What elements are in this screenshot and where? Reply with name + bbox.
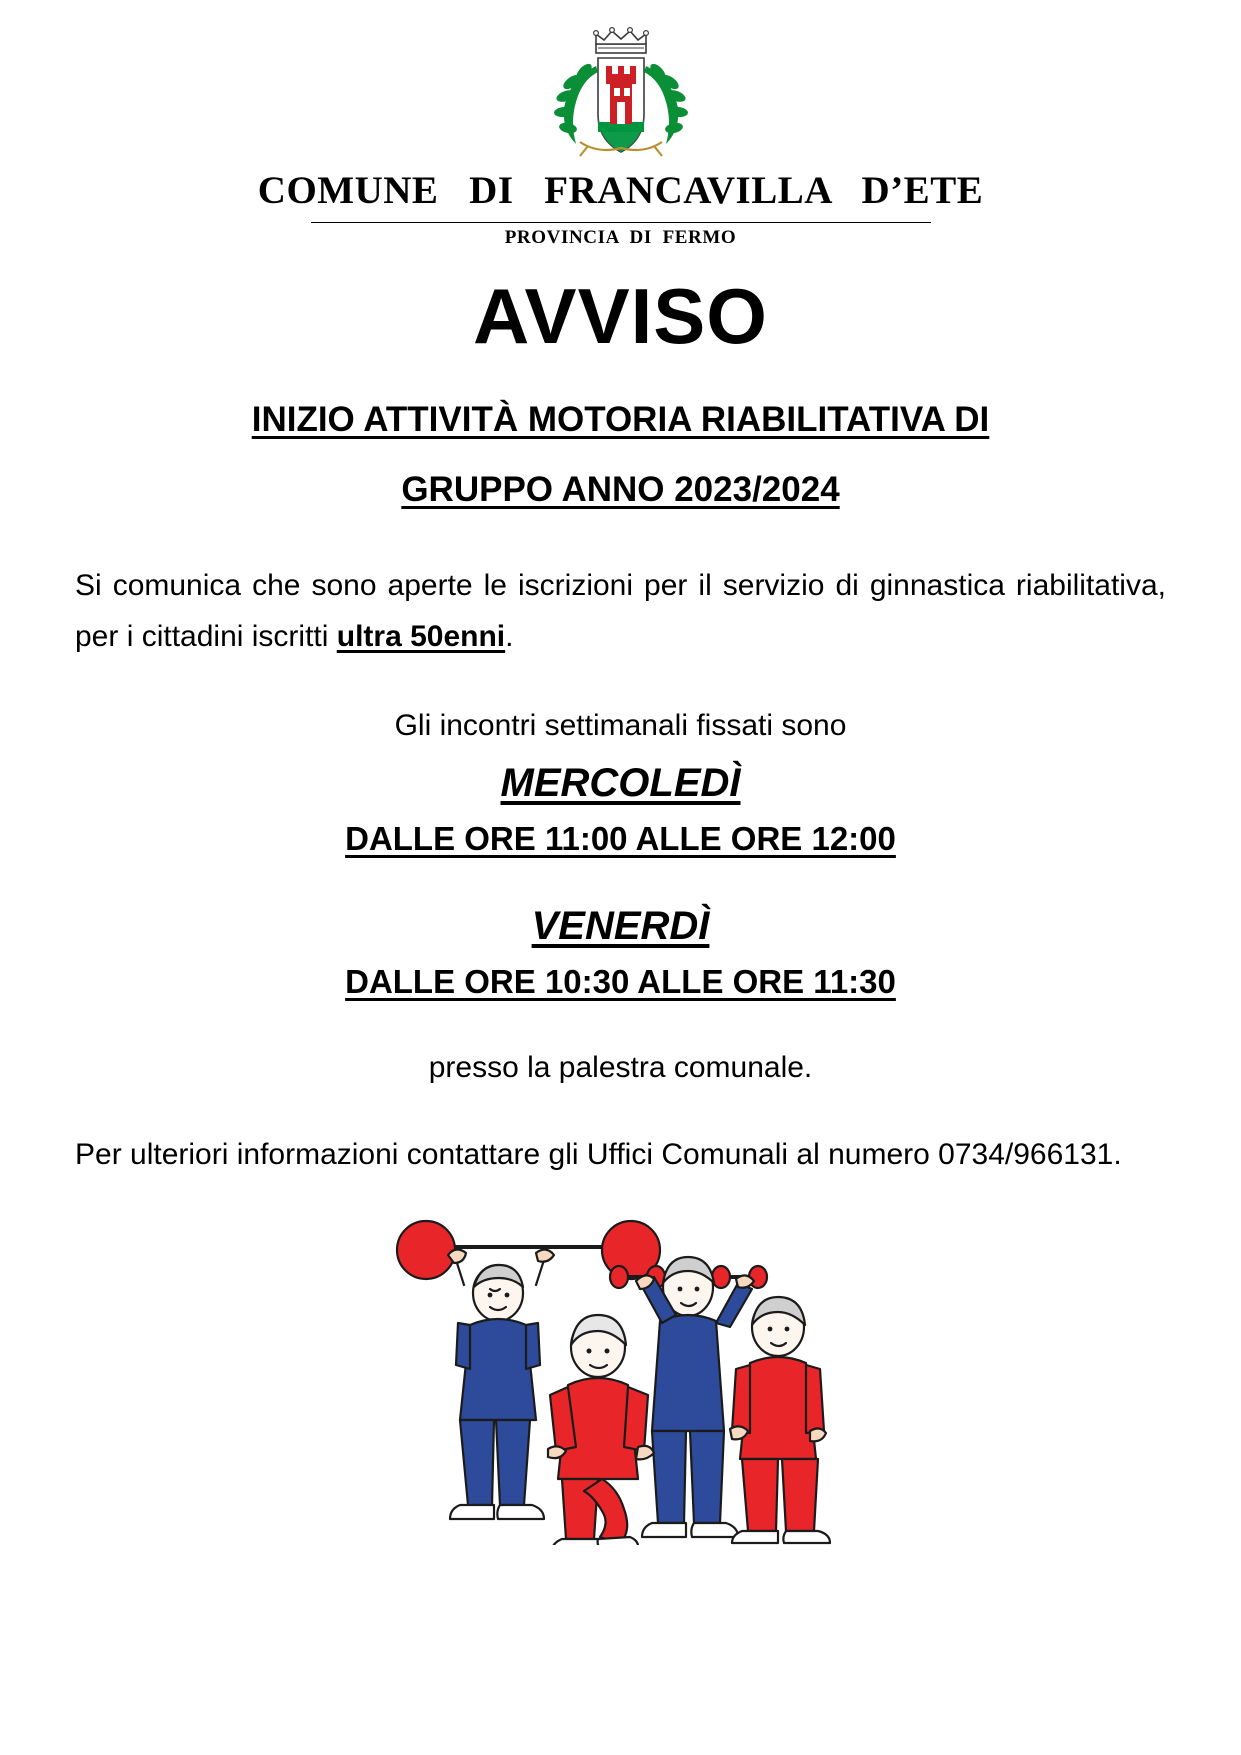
schedule-hours-2: DALLE ORE 10:30 ALLE ORE 11:30 <box>345 962 896 1000</box>
illustration-container <box>0 1215 1241 1545</box>
seniors-exercising-icon <box>386 1215 856 1545</box>
provincia-subtitle: PROVINCIA DI FERMO <box>504 227 737 248</box>
schedule-day-1: MERCOLEDÌ <box>500 760 741 805</box>
subtitle-line-1: INIZIO ATTIVITÀ MOTORIA RIABILITATIVA DI <box>251 400 990 439</box>
header-divider <box>311 222 931 223</box>
intro-paragraph <box>75 560 1166 663</box>
venue-text: presso la palestra comunale. <box>428 1050 813 1084</box>
schedule-day-2: VENERDÌ <box>531 903 710 948</box>
page-title: AVVISO <box>473 272 768 360</box>
subtitle-line-2: GRUPPO ANNO 2023/2024 <box>401 470 840 510</box>
comune-title: COMUNE DI FRANCAVILLA D’ETE <box>257 169 984 212</box>
intro-emphasis: ultra 50enni <box>336 620 506 654</box>
schedule-hours-1: DALLE ORE 11:00 ALLE ORE 12:00 <box>345 819 896 857</box>
contact-info: Per ulteriori informazioni contattare gli Uffici Comunali al numero 0734/966131. <box>75 1137 1122 1171</box>
document-subtitle <box>75 393 1166 518</box>
intro-text-part-1: Si comunica che sono aperte le iscrizioni per il servizio di ginnastica riabilitativa, per i cittadini iscritti <box>75 568 1166 654</box>
crest-container <box>75 22 1166 162</box>
comune-crest-icon <box>536 22 706 162</box>
intro-text-part-2: . <box>505 620 514 654</box>
meetings-intro: Gli incontri settimanali fissati sono <box>394 708 847 742</box>
